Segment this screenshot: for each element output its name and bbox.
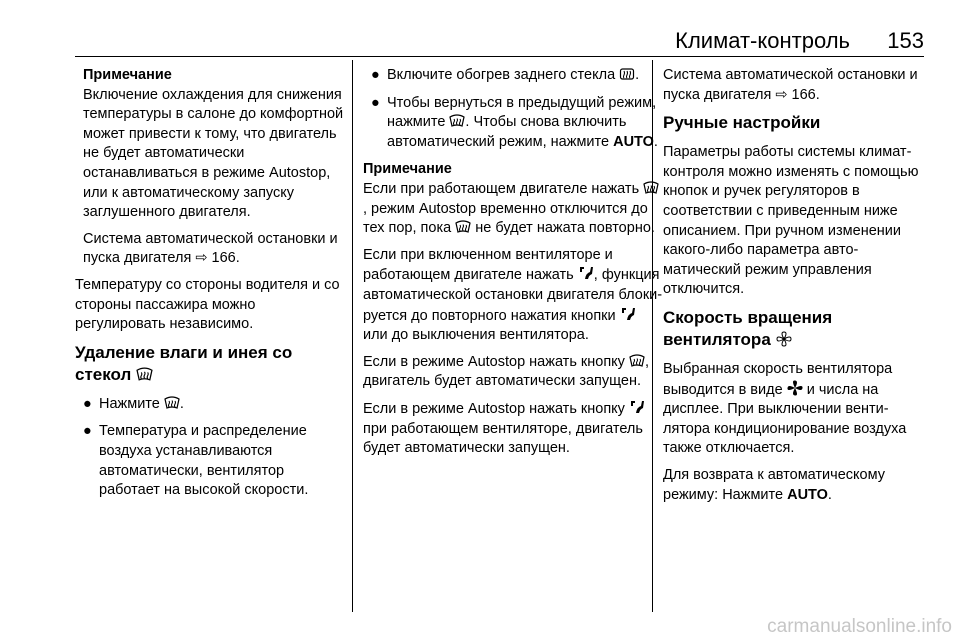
bullet-icon: ● (371, 67, 380, 83)
section-heading-manual: Ручные настройки (663, 113, 821, 133)
note-paragraph: Система автоматической остановки и пуска двигателя ⇨ 166. (83, 230, 338, 267)
note-title: Примечание (363, 161, 452, 178)
note-paragraph: Примечание Включение охлаждения для снижения температуры в салоне до комфортной может привести к тому, что двигатель не будет автоматически останавливаться в режиме Autostop, или к автоматическому запуску заглушенного двигателя. (83, 67, 344, 221)
windshield-defrost-icon (643, 181, 659, 195)
page-reference-link[interactable]: 166. (791, 86, 820, 103)
arrow-icon: ⇨ (775, 86, 788, 103)
section-heading-fan-speed: Скорость вращения вентилятора (663, 307, 833, 349)
column-1 (75, 66, 345, 509)
watermark: carmanualsonline.info (767, 616, 952, 637)
bullet-icon: ● (371, 94, 380, 111)
fan-seat-icon (578, 265, 594, 281)
column-2 (363, 66, 663, 466)
note-block (75, 66, 345, 269)
note-paragraph: Если в режиме Autostop нажать кнопку , двигатель будет автоматически запущен. (363, 353, 649, 390)
page-title: Климат-контроль (675, 28, 850, 53)
header-rule (75, 56, 924, 57)
bullet-icon: ● (83, 395, 92, 412)
fan-solid-icon (787, 380, 803, 396)
windshield-defrost-icon (455, 220, 471, 234)
paragraph: Система автоматической остановки и пуска двигателя ⇨ 166. (663, 67, 918, 103)
windshield-defrost-icon (136, 367, 153, 382)
bullet-list (363, 66, 663, 152)
section-heading-defrost: Удаление влаги и инея со стекол (75, 342, 293, 384)
list-item: ● Включите обогрев заднего стекла . (363, 66, 663, 86)
bullet-icon: ● (83, 423, 92, 440)
page-reference-link[interactable]: 166. (211, 250, 240, 267)
list-item: ● Температура и распределение воздуха устанавливаются автоматически, вентилятор работает на высокой скорости. (83, 423, 309, 499)
list-item: ● Нажмите . (75, 395, 345, 415)
windshield-defrost-icon (449, 114, 465, 128)
windshield-defrost-icon (629, 354, 645, 368)
fan-seat-icon (620, 306, 636, 322)
column-3 (663, 66, 925, 512)
paragraph: Параметры работы системы климат-контроля можно изменять с помощью кнопок и ручек регуляторов в соответствии с приведенным ниже описанием. При ручном изменении какого-либо параметра автоматический режим управления отключится. (663, 144, 919, 298)
page-number: 153 (887, 28, 924, 53)
bullet-list (75, 395, 345, 501)
column-divider-1 (352, 60, 353, 612)
list-item: ● Чтобы вернуться в предыдущий режим, нажмите . Чтобы снова включить автоматический режим, нажмите AUTO. (371, 94, 658, 150)
paragraph: Температуру со стороны водителя и со стороны пассажира можно регулировать независимо. (75, 276, 340, 333)
auto-label: AUTO (613, 133, 654, 150)
paragraph: Для возврата к автоматическому режиму: Нажмите AUTO. (663, 466, 885, 503)
note-paragraph: Если при включенном вентиляторе и работающем двигателе нажать , функция автоматической остановки двигателя блокируется до повторного нажатия кнопки или до выключения вентилятора. (363, 246, 663, 344)
rear-window-heater-icon (619, 67, 635, 81)
note-title: Примечание (83, 67, 172, 83)
note-block (363, 160, 663, 458)
fan-icon (776, 331, 792, 347)
note-paragraph: Если в режиме Autostop нажать кнопку при работающем вентиляторе, двигатель будет автоматически запущен. (363, 399, 663, 459)
paragraph: Выбранная скорость вентилятора выводится в виде и числа на дисплее. При выключении вентилятора кондиционирование воздуха также отключается. (663, 360, 907, 457)
fan-seat-icon (629, 399, 645, 415)
windshield-defrost-icon (164, 396, 180, 410)
arrow-icon: ⇨ (195, 250, 208, 267)
auto-label: AUTO (787, 486, 828, 503)
note-paragraph: Примечание Если при работающем двигателе нажать , режим Autostop временно отключится до тех пор, пока не будет нажата повторно. (363, 160, 663, 238)
